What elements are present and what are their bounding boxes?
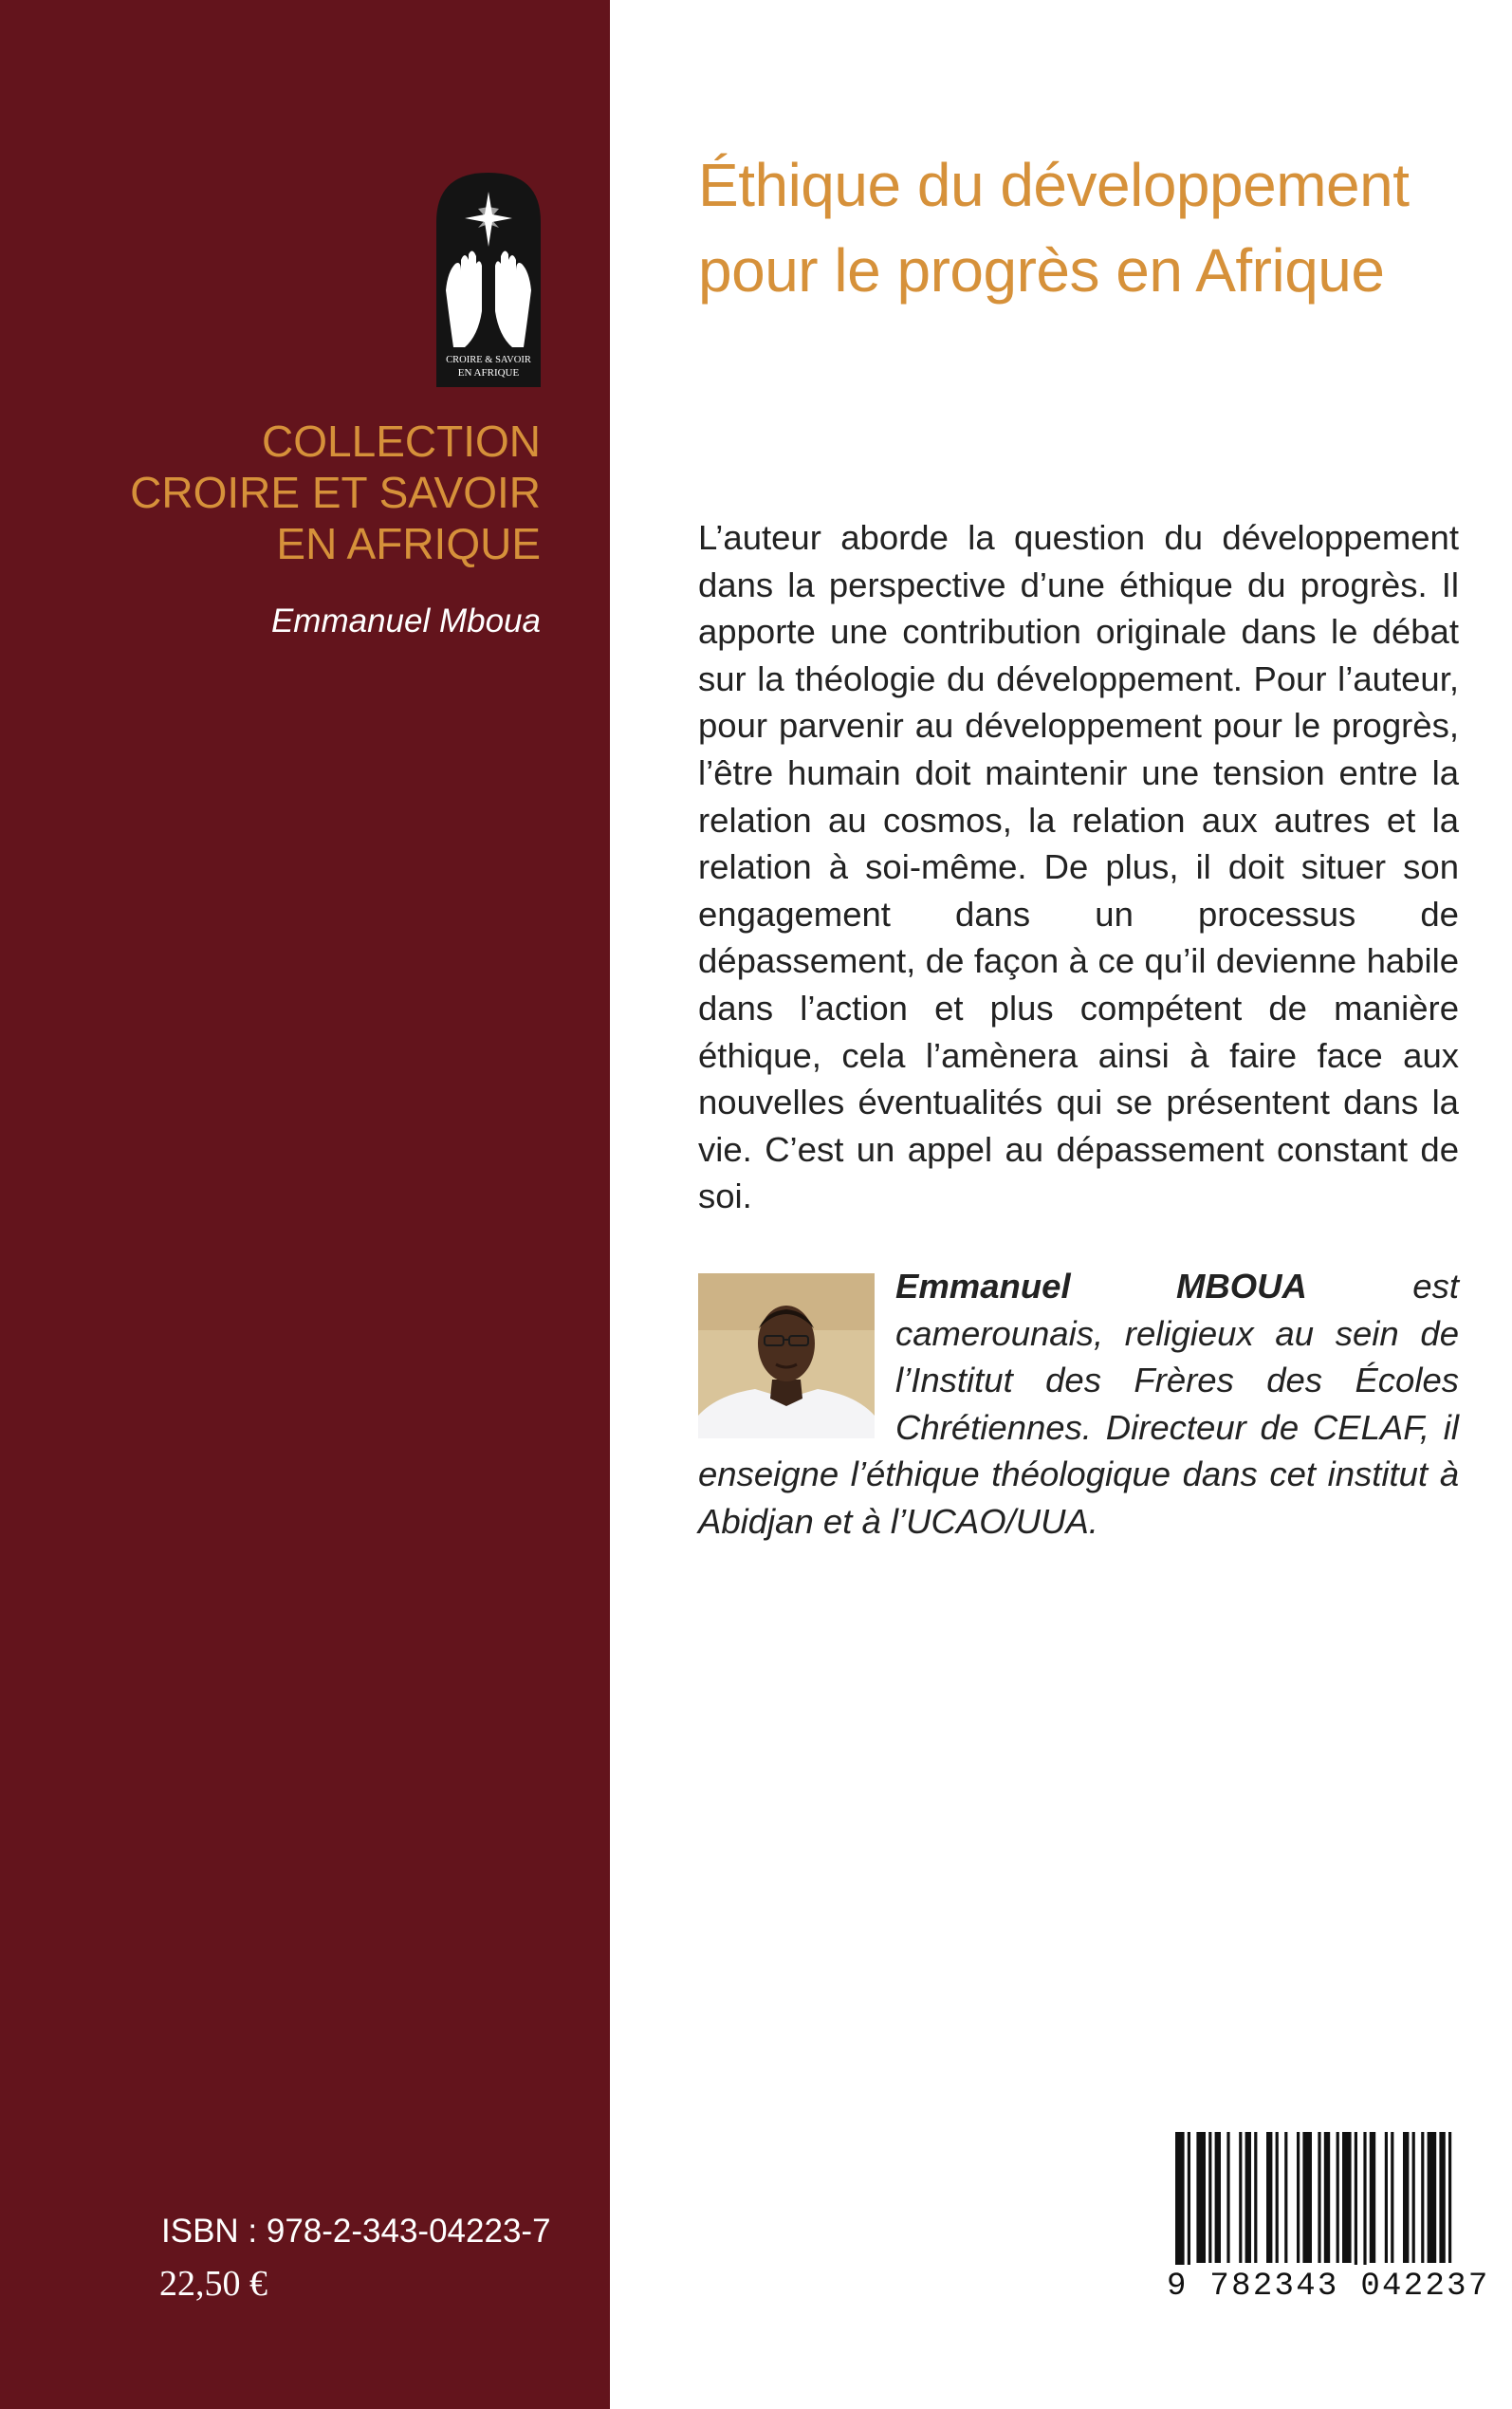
author-name: Emmanuel Mboua xyxy=(270,602,541,639)
photo-spacer xyxy=(698,1263,895,1428)
barcode-bar xyxy=(1297,2132,1300,2263)
barcode-bar xyxy=(1448,2132,1451,2263)
barcode-bar xyxy=(1337,2132,1339,2263)
book-title xyxy=(698,142,1476,313)
title-line-1: Éthique du développement xyxy=(698,151,1410,219)
collection-line-3: EN AFRIQUE xyxy=(276,519,541,568)
barcode-bar xyxy=(1188,2132,1190,2265)
barcode-bar xyxy=(1370,2132,1375,2263)
barcode-bar xyxy=(1385,2132,1388,2263)
barcode-bar xyxy=(1412,2132,1415,2263)
barcode-bar xyxy=(1245,2132,1251,2263)
barcode-bar xyxy=(1391,2132,1393,2263)
author-bio-name: Emmanuel MBOUA xyxy=(895,1267,1307,1306)
barcode-bar xyxy=(1266,2132,1272,2263)
barcode-bar xyxy=(1428,2132,1437,2263)
logo-caption-2: EN AFRIQUE xyxy=(457,367,520,379)
author-bio xyxy=(698,1263,1459,1546)
barcode-bar xyxy=(1196,2132,1206,2263)
barcode-bars xyxy=(1166,2132,1459,2265)
barcode-bar xyxy=(1439,2132,1445,2263)
barcode-bar xyxy=(1226,2132,1229,2263)
collection-line-2: CROIRE ET SAVOIR xyxy=(130,468,541,517)
barcode-digits: 9 782343 042237 xyxy=(1167,2269,1490,2305)
barcode-bar xyxy=(1324,2132,1330,2263)
barcode-bar xyxy=(1215,2132,1221,2263)
barcode-bar xyxy=(1302,2132,1312,2263)
book-description: L’auteur aborde la question du développement dans la perspective d’une éthique du progrès. Il apporte une contribution originale dans le débat sur la théologie du développement. Pour l’auteur, pour parvenir au développement pour le progrès, l’être humain doit maintenir une tension entre la relation au cosmos, la relation aux autres et la relation à soi-même. De plus, il doit situer son engagement dans un processus de dépassement, de façon à ce qu’il devienne habile dans l’action et plus compétent de manière éthique, cela l’amènera ainsi à faire face aux nouvelles éventualités qui se présentent dans la vie. C’est un appel au dépassement constant de soi. xyxy=(698,518,1459,1216)
barcode-bar xyxy=(1239,2132,1242,2263)
barcode-bar xyxy=(1208,2132,1211,2263)
barcode-bar xyxy=(1421,2132,1424,2263)
barcode-bar xyxy=(1175,2132,1185,2265)
collection-name xyxy=(9,416,541,569)
barcode-bar xyxy=(1318,2132,1320,2263)
collection-line-1: COLLECTION xyxy=(262,417,541,466)
price: 22,50 € xyxy=(159,2264,267,2304)
barcode-bar xyxy=(1254,2132,1257,2263)
barcode-bar xyxy=(1276,2132,1279,2263)
collection-logo xyxy=(433,169,544,387)
barcode-bar xyxy=(1403,2132,1409,2263)
barcode-bar xyxy=(1342,2132,1352,2263)
logo-caption-1: CROIRE & SAVOIR xyxy=(446,355,531,365)
isbn: ISBN : 978-2-343-04223-7 xyxy=(161,2213,551,2250)
title-line-2: pour le progrès en Afrique xyxy=(698,236,1385,305)
author-bio-text: est camerounais, religieux au sein de l’Institut des Frères des Écoles Chrétiennes. Directeur de CELAF, il enseigne l’éthique théologique dans cet institut à Abidjan et à l’UCAO/UUA. xyxy=(698,1267,1459,1541)
barcode-bar xyxy=(1284,2132,1287,2263)
barcode-bar xyxy=(1355,2132,1357,2265)
barcode-bar xyxy=(1363,2132,1366,2265)
